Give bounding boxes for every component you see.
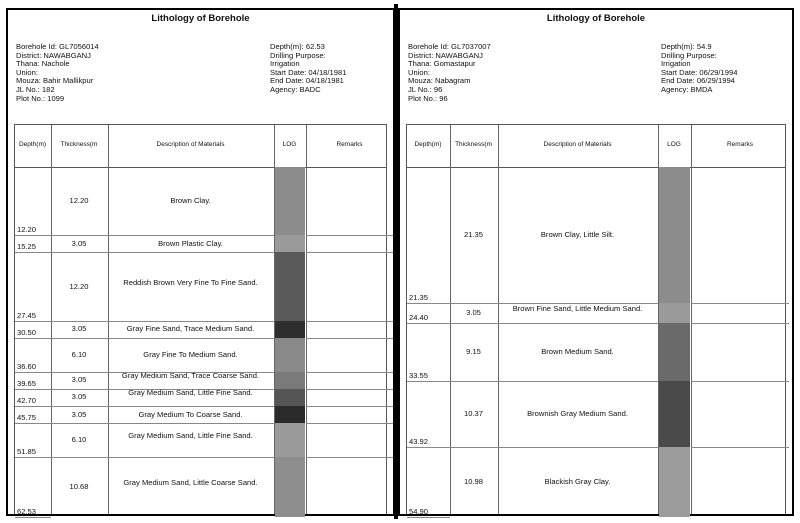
sheet-title: Lithology of Borehole xyxy=(151,13,250,24)
info-line: JL No.: 96 xyxy=(408,84,443,94)
layer-thickness: 12.20 xyxy=(69,281,89,291)
lithology-table xyxy=(14,124,387,514)
log-segment xyxy=(275,372,305,389)
log-segment xyxy=(275,321,305,338)
log-segment xyxy=(275,252,305,320)
depth-tick-line xyxy=(407,517,450,518)
layer-bottom-depth: 62.53 xyxy=(17,507,37,516)
info-line: Plot No.: 96 xyxy=(408,93,448,103)
layer-bottom-depth: 27.45 xyxy=(17,310,37,320)
borehole-info-left xyxy=(16,43,99,103)
layer-bottom-depth: 42.70 xyxy=(17,396,37,405)
layer-description: Brown Plastic Clay. xyxy=(158,238,223,248)
layer-description: Brownish Gray Medium Sand. xyxy=(527,408,628,418)
layer-description: Brown Medium Sand. xyxy=(541,346,614,356)
layer-thickness: 6.10 xyxy=(71,435,87,445)
info-line: Depth(m): 62.53 xyxy=(270,42,325,51)
header-remarks: Remarks xyxy=(726,141,753,148)
layer-thickness: 12.20 xyxy=(69,196,89,206)
layer-description: Brown Clay, Little Silt. xyxy=(540,230,615,240)
info-line: Union: xyxy=(408,67,430,77)
info-line: Start Date: 04/18/1981 xyxy=(270,67,347,77)
layer-description: Gray Medium To Coarse Sand. xyxy=(138,409,243,419)
column-divider xyxy=(51,125,52,514)
column-divider xyxy=(450,125,451,514)
layer-boundary xyxy=(306,252,393,253)
layer-description: Brown Clay. xyxy=(170,196,211,206)
borehole-sheet-left xyxy=(6,8,395,516)
header-thickness: Thickness(m xyxy=(455,141,492,148)
depth-tick-line xyxy=(407,303,450,304)
header-thickness: Thickness(m xyxy=(60,141,98,148)
layer-description: Gray Medium Sand, Little Fine Sand. xyxy=(128,388,253,398)
layer-thickness: 3.05 xyxy=(71,392,87,402)
layer-boundary xyxy=(306,389,393,390)
borehole-info-right xyxy=(661,43,737,95)
depth-tick-line xyxy=(15,423,51,424)
layer-boundary xyxy=(306,406,393,407)
layer-thickness: 10.37 xyxy=(463,408,483,418)
info-line: District: NAWABGANJ xyxy=(408,50,483,60)
depth-tick-line xyxy=(407,447,450,448)
depth-tick-line xyxy=(15,406,51,407)
layer-boundary xyxy=(450,323,658,324)
layer-bottom-depth: 45.75 xyxy=(17,413,37,423)
header-depth: Depth(m) xyxy=(18,141,47,148)
borehole-info-left xyxy=(408,43,491,103)
table-header xyxy=(407,125,785,168)
log-segment xyxy=(275,457,305,517)
layer-boundary xyxy=(691,447,789,448)
layer-description: Gray Fine Sand, Trace Medium Sand. xyxy=(126,324,255,334)
info-line: End Date: 04/18/1981 xyxy=(270,76,344,86)
layer-description: Gray Medium Sand, Little Fine Sand. xyxy=(128,431,253,441)
lithology-table xyxy=(406,124,786,514)
info-line: District: NAWABGANJ xyxy=(16,50,91,60)
info-line: Irrigation xyxy=(661,59,691,69)
depth-tick-line xyxy=(15,252,51,253)
layer-thickness: 10.98 xyxy=(463,477,483,486)
layer-description: Blackish Gray Clay. xyxy=(544,477,611,486)
info-line: Start Date: 06/29/1994 xyxy=(661,67,738,77)
depth-tick-line xyxy=(15,457,51,458)
layer-thickness: 10.68 xyxy=(69,482,89,492)
header-remarks: Remarks xyxy=(336,141,363,148)
layer-boundary xyxy=(306,423,393,424)
info-line: Agency: BMDA xyxy=(661,84,713,94)
layer-bottom-depth: 51.85 xyxy=(17,447,37,457)
layer-boundary xyxy=(306,372,393,373)
depth-tick-line xyxy=(15,372,51,373)
layer-boundary xyxy=(450,381,658,382)
layer-bottom-depth: 39.65 xyxy=(17,378,37,388)
layer-boundary xyxy=(51,423,274,424)
log-segment xyxy=(659,381,690,447)
log-segment xyxy=(275,406,305,423)
depth-tick-line xyxy=(15,389,51,390)
info-line: Union: xyxy=(16,67,38,77)
layer-bottom-depth: 54.90 xyxy=(409,507,429,516)
depth-tick-line xyxy=(15,517,51,518)
layer-boundary xyxy=(306,457,393,458)
info-line: Thana: Nachole xyxy=(16,59,70,69)
layer-bottom-depth: 30.50 xyxy=(17,327,37,337)
layer-thickness: 9.15 xyxy=(466,346,481,356)
depth-tick-line xyxy=(407,323,450,324)
depth-tick-line xyxy=(15,338,51,339)
layer-bottom-depth: 21.35 xyxy=(409,293,429,303)
layer-boundary xyxy=(51,235,274,236)
info-line: Mouza: Nabagram xyxy=(408,76,471,86)
column-divider xyxy=(498,125,499,514)
log-segment xyxy=(275,167,305,235)
layer-boundary xyxy=(450,447,658,448)
layer-thickness: 3.05 xyxy=(71,324,87,334)
log-segment xyxy=(659,167,690,303)
layer-description: Gray Fine To Medium Sand. xyxy=(143,349,238,359)
log-segment xyxy=(275,338,305,372)
layer-bottom-depth: 43.92 xyxy=(409,437,429,446)
log-segment xyxy=(659,303,690,322)
info-line: End Date: 06/29/1994 xyxy=(661,76,735,86)
layer-boundary xyxy=(51,252,274,253)
layer-boundary xyxy=(306,321,393,322)
header-description: Description of Materials xyxy=(543,141,612,148)
table-header xyxy=(15,125,386,168)
log-segment xyxy=(659,447,690,517)
borehole-info-right xyxy=(270,43,346,95)
log-segment xyxy=(275,389,305,406)
depth-tick-line xyxy=(15,321,51,322)
layer-thickness: 6.10 xyxy=(71,349,87,359)
layer-boundary xyxy=(306,235,393,236)
layer-boundary xyxy=(691,381,789,382)
layer-boundary xyxy=(51,321,274,322)
layer-bottom-depth: 36.60 xyxy=(17,361,37,371)
layer-description: Reddish Brown Very Fine To Fine Sand. xyxy=(123,277,258,287)
depth-tick-line xyxy=(407,381,450,382)
layer-bottom-depth: 15.25 xyxy=(17,242,37,252)
layer-bottom-depth: 12.20 xyxy=(17,225,37,235)
layer-boundary xyxy=(306,338,393,339)
header-description: Description of Materials xyxy=(156,141,225,148)
log-segment xyxy=(275,235,305,252)
sheet-title: Lithology of Borehole xyxy=(546,13,646,24)
info-line: Irrigation xyxy=(270,59,300,69)
layer-description: Gray Medium Sand, Little Coarse Sand. xyxy=(123,478,258,488)
info-line: Drilling Purpose: xyxy=(270,50,326,60)
column-divider xyxy=(306,125,307,514)
header-log: LOG xyxy=(667,141,681,148)
info-line: Agency: BADC xyxy=(270,84,321,94)
layer-thickness: 3.05 xyxy=(71,238,87,248)
info-line: Thana: Gomastapur xyxy=(408,59,476,69)
info-line: Depth(m): 54.9 xyxy=(661,42,712,51)
layer-boundary xyxy=(691,303,789,304)
info-line: Plot No.: 1099 xyxy=(16,93,65,103)
layer-bottom-depth: 24.40 xyxy=(409,312,429,322)
layer-thickness: 3.05 xyxy=(71,375,87,385)
layer-thickness: 3.05 xyxy=(466,307,481,317)
borehole-sheet-right xyxy=(398,8,794,516)
layer-boundary xyxy=(51,457,274,458)
layer-bottom-depth: 33.55 xyxy=(409,370,429,380)
info-line: Drilling Purpose: xyxy=(661,50,717,60)
header-depth: Depth(m) xyxy=(414,141,442,148)
layer-boundary xyxy=(51,406,274,407)
layer-description: Gray Medium Sand, Trace Coarse Sand. xyxy=(121,371,260,381)
layer-description: Brown Fine Sand, Little Medium Sand. xyxy=(512,303,643,313)
layer-boundary xyxy=(691,323,789,324)
layer-thickness: 21.35 xyxy=(463,230,483,240)
header-log: LOG xyxy=(282,141,297,148)
log-segment xyxy=(659,323,690,381)
info-line: Borehole Id: GL7056014 xyxy=(16,42,99,51)
sheet-divider xyxy=(394,4,398,519)
log-segment xyxy=(275,423,305,457)
layer-thickness: 3.05 xyxy=(71,409,87,419)
column-divider xyxy=(691,125,692,514)
depth-tick-line xyxy=(15,235,51,236)
info-line: Mouza: Bahir Mallikpur xyxy=(16,76,94,86)
info-line: JL No.: 182 xyxy=(16,84,55,94)
layer-boundary xyxy=(51,338,274,339)
column-divider xyxy=(108,125,109,514)
info-line: Borehole Id: GL7037007 xyxy=(408,42,491,51)
